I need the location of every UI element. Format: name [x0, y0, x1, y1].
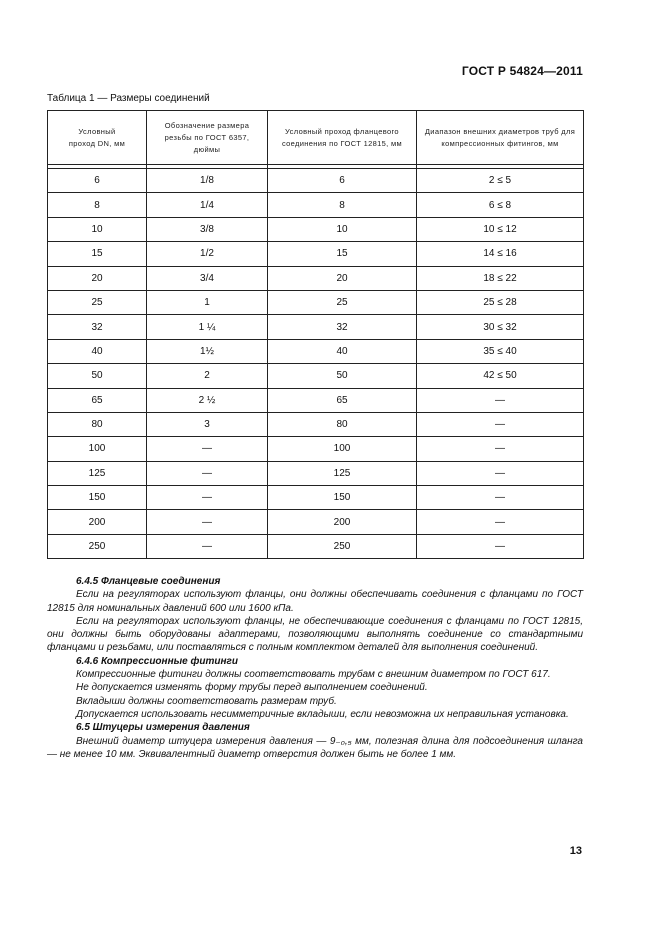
table-cell: 65 [48, 388, 147, 412]
table-cell: 35 ≤ 40 [417, 339, 584, 363]
table-cell: — [147, 510, 268, 534]
table-cell: 25 [268, 290, 417, 314]
column-header: Обозначение размера резьбы по ГОСТ 6357, дюймы [147, 111, 268, 165]
table-row [48, 461, 584, 485]
column-header: Диапазон внешних диаметров труб для компрессионных фитингов, мм [417, 111, 584, 165]
table-row [48, 534, 584, 558]
paragraph: Вкладыши должны соответствовать размерам труб. [76, 695, 337, 707]
table-caption: Таблица 1 — Размеры соединений [47, 93, 210, 104]
table-cell: 15 [268, 242, 417, 266]
table-row [48, 510, 584, 534]
table-cell: 25 ≤ 28 [417, 290, 584, 314]
table-cell: 6 ≤ 8 [417, 193, 584, 217]
table-cell: — [417, 461, 584, 485]
paragraph: Допускается использовать несимметричные вкладыши, если невозможна их неправильная установка. [76, 708, 569, 720]
table-cell: 32 [268, 315, 417, 339]
table-cell: 2 [147, 364, 268, 388]
table-cell: — [147, 534, 268, 558]
table-cell: — [147, 486, 268, 510]
table-cell: 80 [268, 412, 417, 436]
table-cell: 150 [268, 486, 417, 510]
table-cell: — [417, 486, 584, 510]
column-header: Условный проход DN, мм [48, 111, 147, 165]
table-cell: 10 [268, 217, 417, 241]
column-header: Условный проход фланцевого соединения по ГОСТ 12815, мм [268, 111, 417, 165]
table-cell: 10 [48, 217, 147, 241]
table-cell: 1½ [147, 339, 268, 363]
table-cell: 10 ≤ 12 [417, 217, 584, 241]
table-row [48, 364, 584, 388]
table-cell: 20 [268, 266, 417, 290]
table-row [48, 290, 584, 314]
table-cell: 1/8 [147, 169, 268, 193]
paragraph: Если на регуляторах используют фланцы, не обеспечивающие соединения с фланцами по ГОСТ 12815, они должны быть оборудованы адаптерами, позволяющими выполнять соединение со стандартными фланцами и резьбами, или поставляться с полным комплектом деталей для выполнения соединений. [47, 615, 583, 654]
table-cell: 1/2 [147, 242, 268, 266]
table-cell: 6 [48, 169, 147, 193]
table-cell: — [417, 412, 584, 436]
paragraph: Компрессионные фитинги должны соответствовать трубам с внешним диаметром по ГОСТ 617. [76, 669, 551, 681]
table-cell: 250 [268, 534, 417, 558]
table-cell: 250 [48, 534, 147, 558]
table-cell: 125 [268, 461, 417, 485]
table-row [48, 193, 584, 217]
table-cell: 2 ½ [147, 388, 268, 412]
table-cell: 15 [48, 242, 147, 266]
table-cell: — [417, 388, 584, 412]
table-header-row [48, 111, 584, 165]
table-cell: — [417, 437, 584, 461]
section-heading: 6.4.5 Фланцевые соединения [76, 576, 221, 587]
table-cell: 200 [48, 510, 147, 534]
table-row [48, 388, 584, 412]
paragraph: Если на регуляторах используют фланцы, они должны обеспечивать соединения с фланцами по ГОСТ 12815 для номинальных давлений 600 или 1600 кПа. [47, 589, 583, 614]
table-cell: 100 [48, 437, 147, 461]
table-cell: 3 [147, 412, 268, 436]
paragraph: Внешний диаметр штуцера измерения давления — 9₋₀,₅ мм, полезная длина для подсоединения шланга — не менее 10 мм. Эквивалентный диаметр отверстия должен быть не более 1 мм. [47, 735, 583, 760]
table-cell: 50 [268, 364, 417, 388]
table-cell: — [417, 510, 584, 534]
table-cell: 3/4 [147, 266, 268, 290]
table-cell: — [147, 461, 268, 485]
table-cell: 8 [268, 193, 417, 217]
table-row [48, 217, 584, 241]
table-row [48, 412, 584, 436]
table-cell: 6 [268, 169, 417, 193]
table-row [48, 437, 584, 461]
table-cell: 18 ≤ 22 [417, 266, 584, 290]
table-row [48, 339, 584, 363]
table-row [48, 315, 584, 339]
body-text [47, 575, 583, 761]
table-cell: 80 [48, 412, 147, 436]
table-cell: 32 [48, 315, 147, 339]
table-row [48, 266, 584, 290]
section-heading: 6.4.6 Компрессионные фитинги [76, 655, 238, 667]
table-row [48, 486, 584, 510]
table-cell: 3/8 [147, 217, 268, 241]
section-heading: 6.5 Штуцеры измерения давления [76, 722, 250, 734]
table-cell: 65 [268, 388, 417, 412]
table-cell: 40 [48, 339, 147, 363]
table-cell: 2 ≤ 5 [417, 169, 584, 193]
table-cell: 25 [48, 290, 147, 314]
paragraph: Не допускается изменять форму трубы перед выполнением соединений. [76, 682, 428, 694]
page-number: 13 [569, 845, 582, 857]
table-cell: 125 [48, 461, 147, 485]
table-cell: 1 ¼ [147, 315, 268, 339]
table-cell: 1 [147, 290, 268, 314]
table-cell: 200 [268, 510, 417, 534]
table-cell: 40 [268, 339, 417, 363]
table-cell: 14 ≤ 16 [417, 242, 584, 266]
table-cell: 150 [48, 486, 147, 510]
dimensions-table [47, 110, 584, 559]
table-cell: 42 ≤ 50 [417, 364, 584, 388]
table-cell: 30 ≤ 32 [417, 315, 584, 339]
document-code: ГОСТ Р 54824—2011 [461, 64, 583, 78]
table-cell: 1/4 [147, 193, 268, 217]
table-cell: 50 [48, 364, 147, 388]
table-cell: 20 [48, 266, 147, 290]
table-cell: 100 [268, 437, 417, 461]
table-row [48, 169, 584, 193]
table-cell: — [147, 437, 268, 461]
table-cell: — [417, 534, 584, 558]
table-row [48, 242, 584, 266]
table-cell: 8 [48, 193, 147, 217]
